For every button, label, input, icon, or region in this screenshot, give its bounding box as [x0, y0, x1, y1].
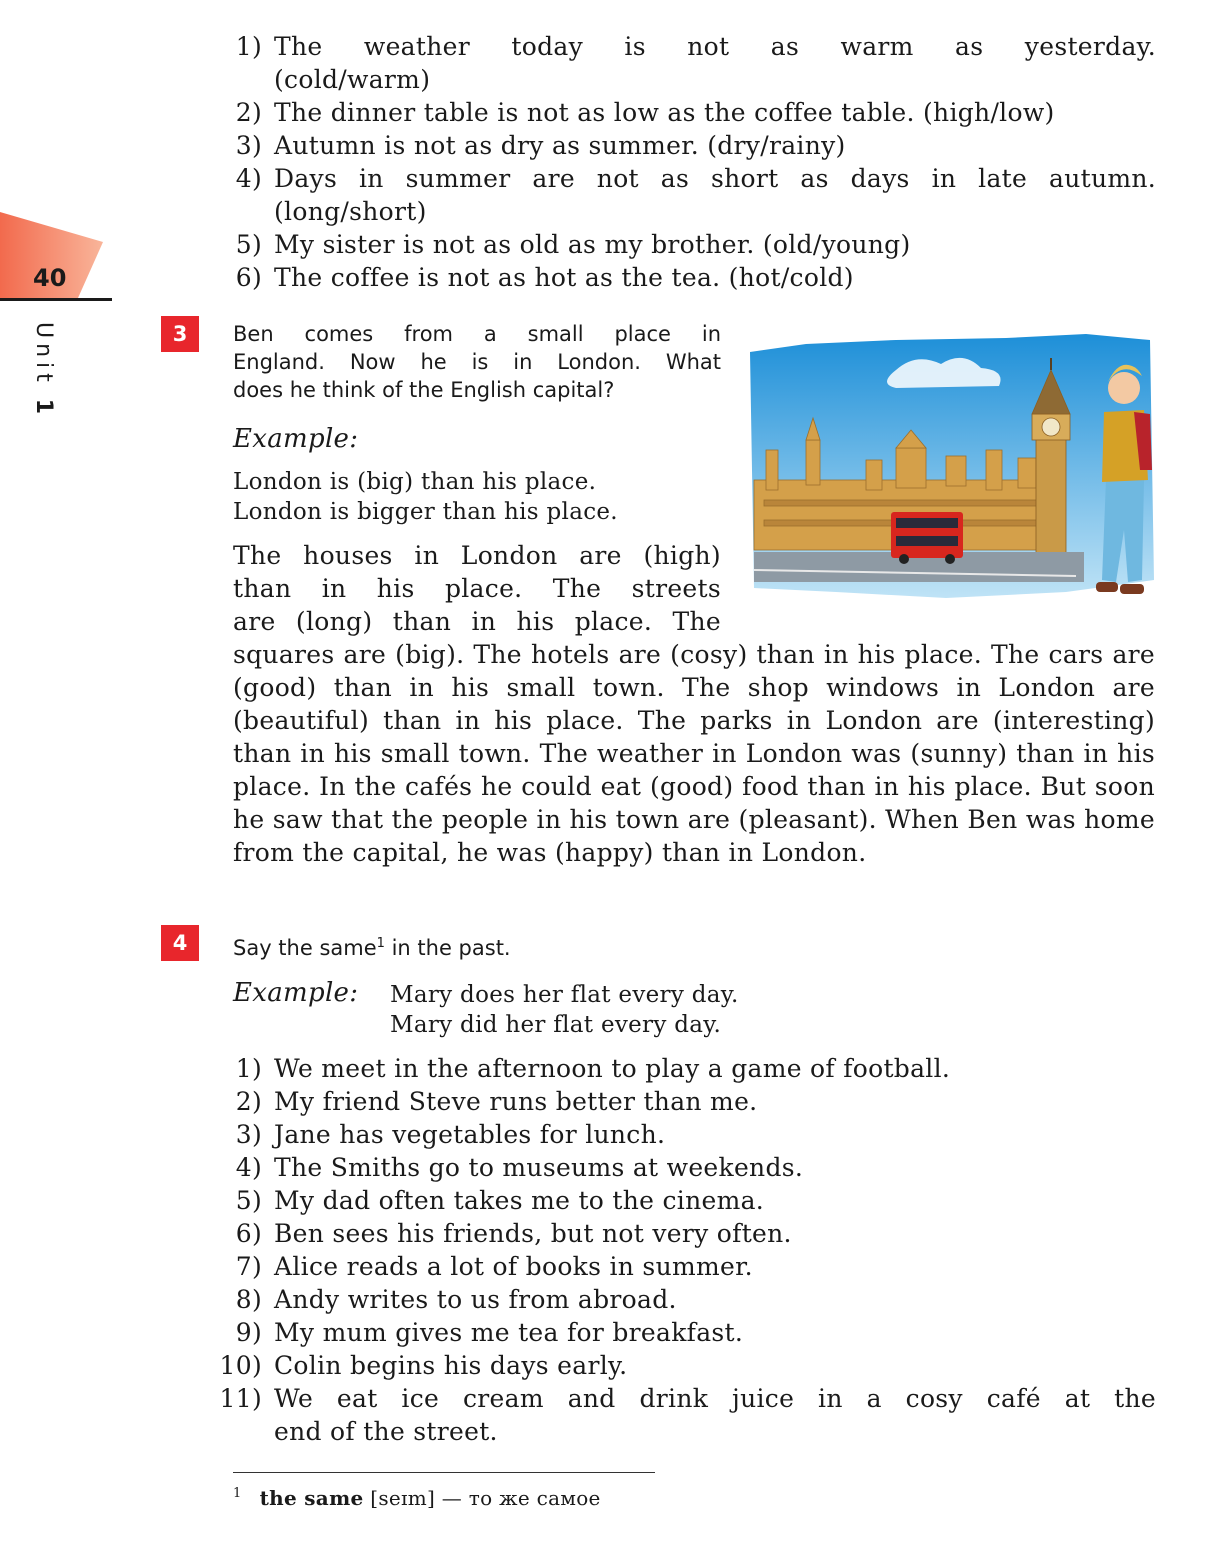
page-number-rule: [0, 298, 112, 301]
list-item: 5) My dad often takes me to the cinema.: [235, 1186, 765, 1215]
exercise-4-list: [210, 1052, 1156, 1448]
corner-decoration: [0, 212, 112, 312]
footnote: $^1$ the same [seɪm] — то же самое: [233, 1486, 601, 1510]
exercise-3-paragraph: squares are (big). The hotels are (cosy) than in his place. The cars are (good) than in his small town. The shop windows in London are (beautiful) than in his place. The parks in London are (interesting) than in his small town. The weather in London was (sunny) than in his place. In the cafés he could eat (good) food than in his place. But soon he saw that the people in his town are (pleasant). When Ben was home from the capital, he was (happy) than in London.: [233, 640, 1155, 867]
exercise-4-instruction: Say the same$^1$ in the past.: [233, 936, 511, 960]
list-item: 8) Andy writes to us from abroad.: [235, 1285, 677, 1314]
list-item: 3) Jane has vegetables for lunch.: [235, 1120, 666, 1149]
exercise-4-badge: 4: [161, 925, 199, 961]
list-item: 1) The weather today is not as warm as yesterday. (cold/warm): [235, 32, 1156, 94]
exercise-3-example-text: London is (big) than his place. London is bigger than his place.: [233, 469, 618, 525]
footnote-rule: [233, 1472, 655, 1473]
list-item: 6) The coffee is not as hot as the tea. (hot/cold): [235, 263, 854, 292]
unit-label: Unit 1: [31, 322, 56, 420]
exercise-3-badge: 3: [161, 316, 199, 352]
exercise-4-example-text: Mary does her flat every day. Mary did her flat every day.: [390, 982, 739, 1038]
exercise-2-list: [210, 30, 1156, 294]
red-bus: [891, 512, 963, 564]
exercise-3-instruction: Ben comes from a small place in England. Now he is in London. What does he think of the English capital?: [233, 322, 721, 402]
list-item: 5) My sister is not as old as my brother. (old/young): [235, 230, 911, 259]
page-number: 40: [33, 264, 67, 292]
list-item: 3) Autumn is not as dry as summer. (dry/rainy): [235, 131, 846, 160]
list-item: 2) The dinner table is not as low as the coffee table. (high/low): [235, 98, 1055, 127]
list-item: 7) Alice reads a lot of books in summer.: [235, 1252, 753, 1281]
exercise-3-text-start: The houses in London are (high) than in his place. The streets are (long) than in his place. The: [233, 541, 721, 636]
list-item: 9) My mum gives me tea for breakfast.: [235, 1318, 744, 1347]
footnote-mark: 1: [376, 936, 385, 951]
list-item: 1) We meet in the afternoon to play a game of football.: [235, 1054, 951, 1083]
list-item: 10) Colin begins his days early.: [219, 1351, 628, 1380]
list-item: 11) We eat ice cream and drink juice in a cosy café at the end of the street.: [219, 1384, 1156, 1446]
exercise-3-example-label: Example:: [233, 424, 359, 454]
list-item: 2) My friend Steve runs better than me.: [235, 1087, 758, 1116]
london-illustration: [746, 330, 1160, 620]
exercise-4-example-label: Example:: [233, 978, 359, 1008]
list-item: 6) Ben sees his friends, but not very often.: [235, 1219, 792, 1248]
list-item: 4) Days in summer are not as short as days in late autumn. (long/short): [235, 164, 1156, 226]
list-item: 4) The Smiths go to museums at weekends.: [235, 1153, 804, 1182]
